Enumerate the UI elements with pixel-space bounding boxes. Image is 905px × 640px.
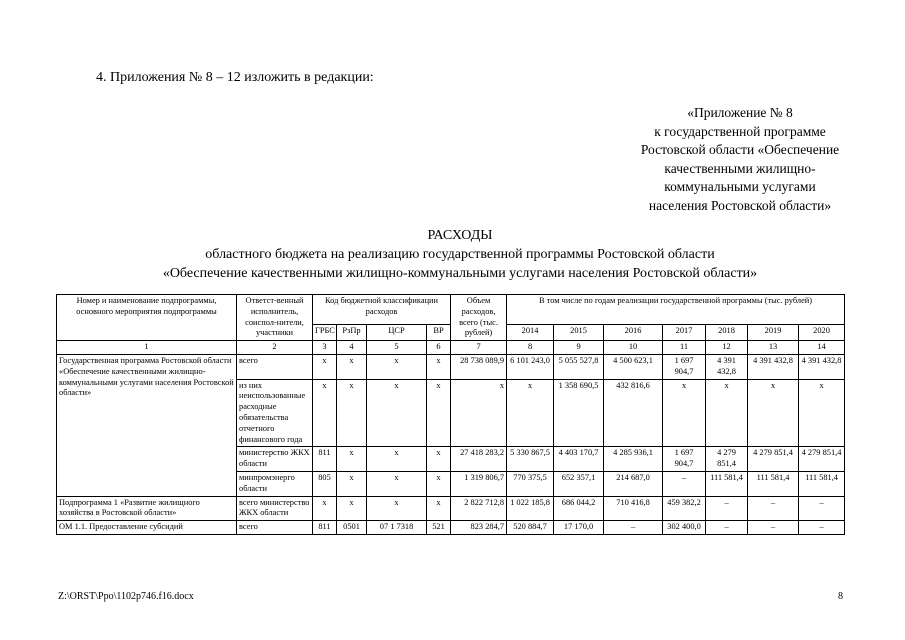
column-number: 10 xyxy=(604,341,663,355)
column-number: 6 xyxy=(427,341,451,355)
year-value-cell: 4 279 851,4 xyxy=(748,447,799,472)
vr-cell: x xyxy=(427,379,451,447)
year-value-cell: 4 279 851,4 xyxy=(706,447,748,472)
year-value-cell: 1 697 904,7 xyxy=(663,354,706,379)
year-value-cell: 520 884,7 xyxy=(507,521,554,535)
year-value-cell: 4 403 170,7 xyxy=(554,447,604,472)
header-year: 2016 xyxy=(604,324,663,341)
header-year: 2020 xyxy=(799,324,845,341)
appendix-line: «Приложение № 8 xyxy=(687,105,793,120)
year-value-cell: 652 357,1 xyxy=(554,471,604,496)
year-value-cell: 111 581,4 xyxy=(799,471,845,496)
total-cell: 2 822 712,8 xyxy=(451,496,507,521)
year-value-cell: x xyxy=(799,379,845,447)
year-value-cell: 17 170,0 xyxy=(554,521,604,535)
year-value-cell: – xyxy=(663,471,706,496)
column-number: 7 xyxy=(451,341,507,355)
total-cell: 27 418 283,2 xyxy=(451,447,507,472)
year-value-cell: 770 375,5 xyxy=(507,471,554,496)
rzpr-cell: x xyxy=(337,496,367,521)
year-value-cell: 4 279 851,4 xyxy=(799,447,845,472)
responsible-cell: из них неиспользованные расходные обязательства отчетного финансового года xyxy=(237,379,313,447)
year-value-cell: – xyxy=(748,496,799,521)
csr-cell: x xyxy=(367,354,427,379)
appendix-line: качественными жилищно- xyxy=(664,160,816,176)
header-vr: ВР xyxy=(427,324,451,341)
column-number-row xyxy=(57,341,845,355)
year-value-cell: – xyxy=(706,521,748,535)
header-years-group: В том числе по годам реализации государственной программы (тыс. рублей) xyxy=(507,295,845,325)
header-name: Номер и наименование подпрограммы, основного мероприятия подпрограммы xyxy=(57,295,237,341)
header-year: 2015 xyxy=(554,324,604,341)
year-value-cell: – xyxy=(706,496,748,521)
total-cell: x xyxy=(451,379,507,447)
grbs-cell: x xyxy=(313,379,337,447)
table-row xyxy=(57,496,845,521)
grbs-cell: 811 xyxy=(313,447,337,472)
column-number: 1 xyxy=(57,341,237,355)
header-year: 2017 xyxy=(663,324,706,341)
appendix-heading xyxy=(600,104,880,215)
appendix-line: коммунальными услугами xyxy=(664,179,816,194)
year-value-cell: x xyxy=(748,379,799,447)
year-value-cell: 4 391 432,8 xyxy=(706,354,748,379)
header-volume: Объем расходов, всего (тыс. рублей) xyxy=(451,295,507,341)
year-value-cell: 4 391 432,8 xyxy=(799,354,845,379)
year-value-cell: 6 101 243,0 xyxy=(507,354,554,379)
grbs-cell: x xyxy=(313,354,337,379)
vr-cell: x xyxy=(427,471,451,496)
year-value-cell: 5 055 527,8 xyxy=(554,354,604,379)
year-value-cell: 1 022 185,8 xyxy=(507,496,554,521)
program-name: Государственная программа Ростовской области «Обеспечение качественными жилищно-коммунальными услугами населения Ростовской области» xyxy=(57,354,237,496)
total-cell: 1 319 806,7 xyxy=(451,471,507,496)
header-year: 2019 xyxy=(748,324,799,341)
vr-cell: x xyxy=(427,496,451,521)
appendix-line: Ростовской области «Обеспечение xyxy=(640,142,840,157)
header-code: Код бюджетной классификации расходов xyxy=(313,295,451,325)
rzpr-cell: x xyxy=(337,447,367,472)
column-number: 11 xyxy=(663,341,706,355)
csr-cell: x xyxy=(367,496,427,521)
column-number: 8 xyxy=(507,341,554,355)
total-cell: 28 738 089,9 xyxy=(451,354,507,379)
column-number: 3 xyxy=(313,341,337,355)
year-value-cell: 4 391 432,8 xyxy=(748,354,799,379)
header-grbs: ГРБС xyxy=(313,324,337,341)
year-value-cell: 686 044,2 xyxy=(554,496,604,521)
column-number: 2 xyxy=(237,341,313,355)
header-year: 2018 xyxy=(706,324,748,341)
year-value-cell: x xyxy=(663,379,706,447)
table-row xyxy=(57,521,845,535)
year-value-cell: x xyxy=(706,379,748,447)
year-value-cell: 459 382,2 xyxy=(663,496,706,521)
appendix-line: к государственной программе xyxy=(654,123,826,139)
column-number: 9 xyxy=(554,341,604,355)
column-number: 4 xyxy=(337,341,367,355)
total-cell: 823 284,7 xyxy=(451,521,507,535)
column-number: 14 xyxy=(799,341,845,355)
rzpr-cell: x xyxy=(337,379,367,447)
csr-cell: x xyxy=(367,379,427,447)
responsible-cell: всего министерство ЖКХ области xyxy=(237,496,313,521)
page-number: 8 xyxy=(838,591,843,602)
year-value-cell: 1 358 690,5 xyxy=(554,379,604,447)
vr-cell: x xyxy=(427,354,451,379)
csr-cell: x xyxy=(367,471,427,496)
program-name: Подпрограмма 1 «Развитие жилищного хозяйства в Ростовской области» xyxy=(57,496,237,521)
rzpr-cell: x xyxy=(337,471,367,496)
csr-cell: 07 1 7318 xyxy=(367,521,427,535)
vr-cell: 521 xyxy=(427,521,451,535)
year-value-cell: 5 330 867,5 xyxy=(507,447,554,472)
column-number: 13 xyxy=(748,341,799,355)
header-csr: ЦСР xyxy=(367,324,427,341)
program-name: ОМ 1.1. Предоставление субсидий xyxy=(57,521,237,535)
title-line: областного бюджета на реализацию государственной программы Ростовской области xyxy=(205,247,715,262)
intro-text: 4. Приложения № 8 – 12 изложить в редакции: xyxy=(96,70,374,85)
csr-cell: x xyxy=(367,447,427,472)
year-value-cell: 214 687,0 xyxy=(604,471,663,496)
responsible-cell: всего xyxy=(237,354,313,379)
year-value-cell: 432 816,6 xyxy=(604,379,663,447)
header-responsible: Ответст-венный исполнитель, соиспол-нители, участники xyxy=(237,295,313,341)
responsible-cell: министерство ЖКХ области xyxy=(237,447,313,472)
header-year: 2014 xyxy=(507,324,554,341)
title-line: РАСХОДЫ xyxy=(427,228,493,243)
header-row xyxy=(57,295,845,325)
year-value-cell: x xyxy=(507,379,554,447)
year-value-cell: – xyxy=(748,521,799,535)
column-number: 5 xyxy=(367,341,427,355)
year-value-cell: – xyxy=(604,521,663,535)
header-rzpr: РзПр xyxy=(337,324,367,341)
expenses-table xyxy=(56,294,845,535)
year-value-cell: 4 285 936,1 xyxy=(604,447,663,472)
year-value-cell: 111 581,4 xyxy=(748,471,799,496)
year-value-cell: 302 400,0 xyxy=(663,521,706,535)
responsible-cell: всего xyxy=(237,521,313,535)
year-value-cell: – xyxy=(799,521,845,535)
rzpr-cell: 0501 xyxy=(337,521,367,535)
year-value-cell: 111 581,4 xyxy=(706,471,748,496)
vr-cell: x xyxy=(427,447,451,472)
footer-file-path: Z:\ORST\Ppo\1102p746.f16.docx xyxy=(58,591,194,602)
year-value-cell: 1 697 904,7 xyxy=(663,447,706,472)
grbs-cell: x xyxy=(313,496,337,521)
appendix-line: населения Ростовской области» xyxy=(648,197,832,213)
grbs-cell: 811 xyxy=(313,521,337,535)
responsible-cell: минпромэнерго области xyxy=(237,471,313,496)
year-value-cell: 4 500 623,1 xyxy=(604,354,663,379)
title-line: «Обеспечение качественными жилищно-коммунальными услугами населения Ростовской области» xyxy=(162,266,758,281)
year-value-cell: 710 416,8 xyxy=(604,496,663,521)
grbs-cell: 805 xyxy=(313,471,337,496)
rzpr-cell: x xyxy=(337,354,367,379)
document-title xyxy=(60,226,860,283)
table-row xyxy=(57,354,845,379)
column-number: 12 xyxy=(706,341,748,355)
year-value-cell: – xyxy=(799,496,845,521)
